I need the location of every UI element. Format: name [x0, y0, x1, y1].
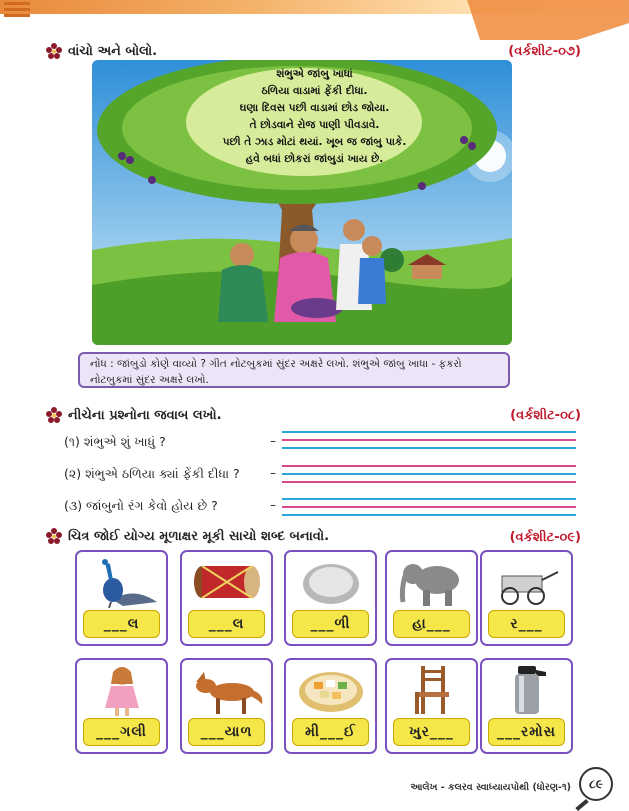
poem-line: ઠળિયા વાડામાં ફેંકી દીધા.	[261, 85, 368, 97]
word-label[interactable]: ___ રમોસ	[488, 718, 565, 746]
chariot-icon	[488, 556, 566, 608]
drum-icon	[188, 556, 266, 608]
answer-lines-1[interactable]	[282, 431, 576, 455]
card-sweets	[284, 658, 377, 754]
word-label[interactable]: ર ___	[488, 610, 565, 638]
plate-icon	[292, 556, 370, 608]
word-label[interactable]: હા ___	[393, 610, 470, 638]
section3-heading: ચિત્ર જોઈ યોગ્ય મૂળાક્ષર મૂકી સાચો શબ્દ બનાવો.	[46, 528, 329, 544]
doll-icon	[83, 664, 161, 716]
answer-dash: –	[270, 466, 276, 480]
answer-lines-2[interactable]	[282, 465, 576, 489]
poem-line: તે છોડવાને રોજ પાણી પીવડાવે.	[249, 119, 380, 131]
word-label[interactable]: ખુર ___	[393, 718, 470, 746]
worksheet-09-label: (વર્કશીટ-૦૯)	[509, 530, 581, 545]
magnifier-handle-icon	[575, 799, 588, 811]
peacock-icon	[83, 556, 161, 608]
worksheet-08-label: (વર્કશીટ-૦૮)	[510, 408, 581, 423]
chair-icon	[393, 664, 471, 716]
flower-icon	[46, 407, 62, 423]
card-fox	[180, 658, 273, 754]
word-label[interactable]: ___ ળી	[292, 610, 369, 638]
section2-heading: નીચેના પ્રશ્નોના જવાબ લખો.	[46, 407, 222, 423]
flower-icon	[46, 43, 62, 59]
answer-dash: –	[270, 498, 276, 512]
word-label[interactable]: ___ ગલી	[83, 718, 160, 746]
word-label[interactable]: ___ લ	[188, 610, 265, 638]
question-3: (૩) જાંબુનો રંગ કેવો હોય છે ?	[64, 498, 218, 513]
answer-dash: –	[270, 434, 276, 448]
book-title: આલેખ - કલરવ સ્વાધ્યાયપોથી (ધોરણ-૧)	[410, 782, 571, 793]
poem-block	[0, 66, 629, 168]
card-drum	[180, 550, 273, 646]
note-box: નોંધ : જાંબુડો કોણે વાવ્યો ? ગીત નોટબુકમાં સુંદર અક્ષરે લખો. શંભુએ જાંબુ ખાધા - ફકરો નોટબુકમાં સુંદર અક્ષરે લખો.	[78, 352, 510, 388]
question-1: (૧) શંભુએ શું ખાધું ?	[64, 434, 166, 449]
page-number: ૮૯	[579, 767, 613, 801]
answer-lines-3[interactable]	[282, 498, 576, 522]
elephant-icon	[393, 556, 471, 608]
card-plate	[284, 550, 377, 646]
section1-heading: વાંચો અને બોલો.	[46, 43, 157, 59]
question-2: (૨) શંભુએ ઠળિયા ક્યાં ફેંકી દીધા ?	[64, 466, 240, 481]
card-peacock	[75, 550, 168, 646]
card-chariot	[480, 550, 573, 646]
card-elephant	[385, 550, 478, 646]
word-label[interactable]: ___ લ	[83, 610, 160, 638]
word-label[interactable]: ___ યાળ	[188, 718, 265, 746]
poem-line: શંભુએ જાંબુ ખાધાં	[276, 68, 353, 80]
flower-icon	[46, 528, 62, 544]
word-label[interactable]: મી ___ ઈ	[292, 718, 369, 746]
poem-line: ઘણા દિવસ પછી વાડામાં છોડ જોયા.	[239, 102, 390, 114]
card-doll	[75, 658, 168, 754]
poem-line: હવે બધાં છોકરાં જાંબુડાં ખાય છે.	[245, 153, 384, 165]
sweets-icon	[292, 664, 370, 716]
card-thermos	[480, 658, 573, 754]
thermos-icon	[488, 664, 566, 716]
poem-line: પછી તે ઝાડ મોટાં થયાં. ખૂબ જ જાંબુ પાકે.	[222, 136, 407, 148]
fox-icon	[188, 664, 266, 716]
worksheet-07-label: (વર્કશીટ-૦૭)	[508, 44, 581, 59]
card-chair	[385, 658, 478, 754]
page-corner-decoration	[0, 0, 629, 40]
